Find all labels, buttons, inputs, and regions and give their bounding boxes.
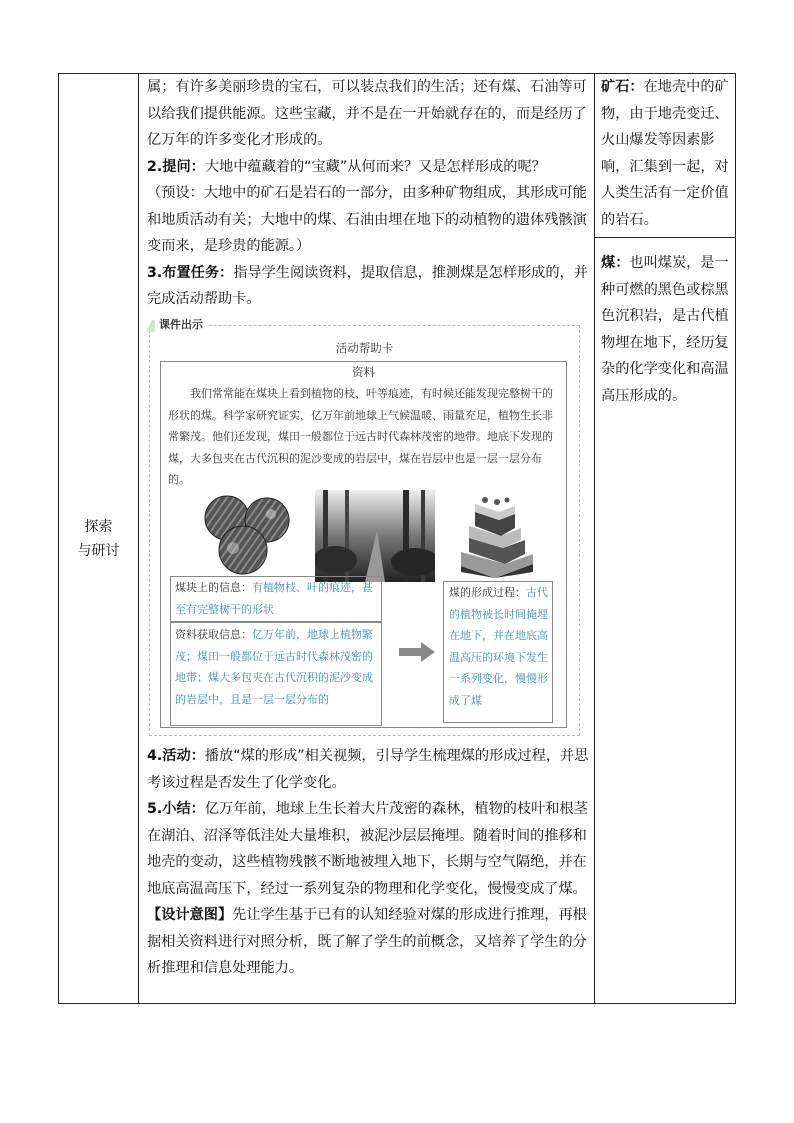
main-content-lower <box>147 743 595 982</box>
lesson-table <box>58 73 736 1004</box>
right-arrow-icon <box>399 642 435 662</box>
section-label: 探索 与研讨 <box>77 518 120 559</box>
forest-photo <box>315 490 435 582</box>
paragraph-question: 2.提问：大地中蕴藏着的“宝藏”从何而来？又是怎样形成的呢？ <box>147 158 546 175</box>
note-ore: 矿石：在地壳中的矿物，由于地壳变迁、火山爆发等因素影响，汇集到一起，对人类生活有一定价值的岩石。 <box>601 79 729 228</box>
main-content <box>147 74 595 313</box>
card-title: 活动帮助卡 <box>335 341 394 355</box>
section-label-cell <box>59 74 138 1003</box>
rock-layers-image <box>455 492 535 578</box>
courseware-tag: 课件出示 <box>155 316 207 332</box>
note-coal: 煤：也叫煤炭，是一种可燃的黑色或棕黑色沉积岩，是古代植物埋在地下，经历复杂的化学变化和高温高压形成的。 <box>601 255 729 404</box>
paragraph-task: 3.布置任务：指导学生阅读资料，提取信息，推测煤是怎样形成的，并完成活动帮助卡。 <box>147 264 588 307</box>
paragraph-intro: 属；有许多美丽珍贵的宝石，可以装点我们的生活；还有煤、石油等可以给我们提供能源。这些宝藏，并不是在一开始就存在的，而是经历了亿万年的许多变化才形成的。 <box>147 79 587 148</box>
resource-title: 资料 <box>352 365 375 379</box>
coal-lumps-image <box>199 494 295 576</box>
paragraph-activity: 4.活动：播放“煤的形成”相关视频，引导学生梳理煤的形成过程，并思考该过程是否发生了化学变化。 <box>147 748 589 791</box>
paragraph-design-intent: 【设计意图】先让学生基于已有的认知经验对煤的形成进行推理，再根据相关资料进行对照分析，既了解了学生的前概念，又培养了学生的分析推理和信息处理能力。 <box>147 907 587 976</box>
paragraph-preset: （预设：大地中的矿石是岩石的一部分，由多种矿物组成，其形成可能和地质活动有关；大地中的煤、石油由埋在地下的动植物的遗体残骸演变而来，是珍贵的能源。） <box>147 185 587 254</box>
paragraph-summary: 5.小结：亿万年前，地球上生长着大片茂密的森林，植物的枝叶和根茎在湖泊、沼泽等低洼处大量堆积，被泥沙层层掩埋。随着时间的推移和地壳的变动，这些植物残骸不断地被埋入地下，长期与空气隔绝，并在地底高温高压下，经过一系列复杂的物理和化学变化，慢慢变成了煤。 <box>147 801 588 897</box>
column-divider-left <box>138 74 139 1003</box>
note-divider <box>595 237 736 238</box>
formation-text: 煤的形成过程：古代的植物被长时间掩埋在地下，并在地底高温高压的环境下发生一系列变化，慢慢形成了煤 <box>449 586 548 707</box>
resource-info-text: 资料获取信息：亿万年前，地球上植物繁茂；煤田一般都位于远古时代森林茂密的地带；煤大多包夹在古代沉积的泥沙变成的岩层中，且是一层一层分布的 <box>175 628 373 706</box>
coal-info-text: 煤块上的信息：有植物枝、叶的痕迹，甚至有完整树干的形状 <box>175 581 373 616</box>
resource-text: 我们常常能在煤块上看到植物的枝、叶等痕迹，有时候还能发现完整树干的形状的煤。科学家研究证实，亿万年前地球上气候温暖、雨量充足，植物生长非常繁茂。他们还发现，煤田一般都位于远古时代森林茂密的地带。地底下发现的煤，大多包夹在古代沉积的泥沙变成的岩层中，煤在岩层中也是一层一层分布的。 <box>168 387 553 486</box>
